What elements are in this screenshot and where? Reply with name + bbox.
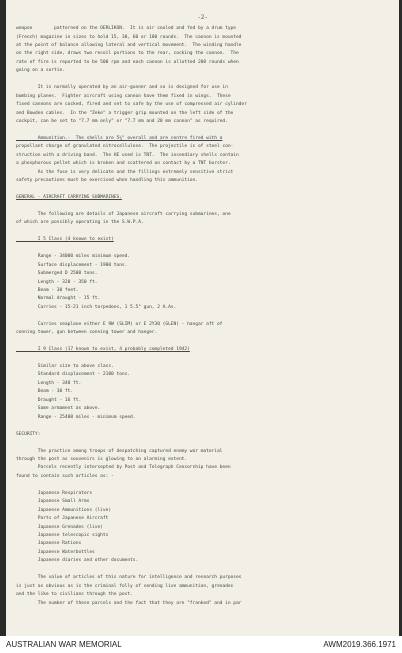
text-line: I 5 Class (4 known to exist) bbox=[16, 237, 114, 243]
text-line: of which are possibly operating in the S.W.P.A. bbox=[16, 220, 144, 226]
text-line: Japanese Small Arms bbox=[16, 499, 90, 505]
text-line: Draught - 16 ft. bbox=[16, 397, 82, 403]
footer-reference: AWM2019.366.1971 bbox=[323, 640, 396, 649]
text-line: Japanese Ammunitions (live) bbox=[16, 507, 112, 513]
text-line: The following are details of Japanese aircraft carrying submarines, one bbox=[16, 211, 231, 217]
text-line: and the like to civilians through the post. bbox=[16, 592, 133, 598]
text-line: Similar size to above class. bbox=[16, 364, 114, 369]
text-line: safety precautions must be exercised when handling this ammunition. bbox=[16, 178, 198, 184]
text-line: bombing planes. Fighter aircraft using cannon have them fixed in wings. These bbox=[16, 93, 231, 99]
text-line: on the right side, draws two recoil portions to the rear, cocking the cannon. The bbox=[16, 51, 239, 57]
text-line: a phosphorous pellet which is broken and scattered on contact by a TNT burster. bbox=[16, 161, 231, 167]
page-number: -2- bbox=[197, 14, 208, 21]
text-line: Carries seaplane either E 9W (SLIM) or E 2Y30 (GLEN) - hangar aft of bbox=[16, 321, 223, 327]
text-line: Japanese diaries and other documents. bbox=[16, 558, 139, 564]
text-line: It is normally operated by an air-gunner and so is designed for use in bbox=[16, 85, 228, 91]
text-line: As the fuse is very delicate and the fillings extremely sensitive strict bbox=[16, 169, 234, 175]
text-line: rate of fire is reported to be 500 rpm and each cannon is allotted 200 rounds when bbox=[16, 59, 239, 65]
footer-institution: AUSTRALIAN WAR MEMORIAL bbox=[6, 640, 122, 649]
text-line: Same armament as above. bbox=[16, 406, 101, 412]
text-line: Range - 25400 miles - minimum speed. bbox=[16, 414, 136, 420]
text-line: (French) magazine in sizes to hold 15, 30, 60 or 100 rounds. The cannon is mounted bbox=[16, 34, 242, 40]
text-line: Japanese Waterbottles bbox=[16, 549, 95, 555]
text-line: Japanese Rations bbox=[16, 541, 82, 547]
text-line: found to contain such articles as: - bbox=[16, 473, 114, 479]
text-line: I 9 Class (17 known to exist, 4 probably completed 1942) bbox=[16, 347, 190, 353]
text-line: is just as obvious as is the criminal folly of sending live ammunition, grenades bbox=[16, 583, 234, 589]
text-line: weapon patterned on the OERLIKON. It is air cooled and fed by a drum type bbox=[16, 26, 236, 31]
text-line: Submerged D 2500 tons. bbox=[16, 271, 98, 276]
text-line: Parts of Japanese Aircraft bbox=[16, 516, 109, 522]
text-line: Japanese Grenades (live) bbox=[16, 524, 103, 530]
text-line: at the point of balance allowing lateral and vertical movement. The winding handle bbox=[16, 42, 242, 48]
text-line: Beam - 30 ft. bbox=[16, 389, 74, 395]
text-line: The value of articles of this nature for intelligence and research purposes bbox=[16, 575, 242, 581]
text-line: The number of these parcels and the fact that they are "franked" and in par bbox=[16, 600, 242, 606]
text-line: GENERAL - AIRCRAFT CARRYING SUBMARINES. bbox=[16, 195, 122, 200]
text-line: Ammunition.- The shells are 5¼" overall and are centre fired with a bbox=[16, 135, 223, 141]
text-line: cockpit, can be set to "7.7 mm only" or "7.7 mm and 20 mm cannon" as required. bbox=[16, 118, 228, 124]
text-line: Carries - 15-21 inch torpedoes, 1 5.5" gun, 2 A.As. bbox=[16, 304, 177, 310]
text-line: Standard displacement - 2100 tons. bbox=[16, 372, 131, 378]
text-line: struction with a driving band. The HE used is TNT. The incendiary shells contain bbox=[16, 152, 239, 158]
text-line: Range - 34000 miles minimum speed. bbox=[16, 254, 131, 260]
text-line: through the post as souvenirs is glowing to an alarming extent. bbox=[16, 456, 188, 462]
text-line: Length - 320 - 350 ft. bbox=[16, 279, 98, 285]
text-line: Normal draught - 15 ft. bbox=[16, 296, 101, 302]
text-line: Surface displacement - 1900 tons. bbox=[16, 262, 128, 268]
text-line: Japanese telescopic sights bbox=[16, 533, 109, 538]
document-page bbox=[6, 0, 399, 636]
text-line: Japanese Respirators bbox=[16, 490, 93, 496]
text-line: Beam - 30 feet. bbox=[16, 287, 79, 293]
text-line: The practice among troops of despatching captured enemy war material bbox=[16, 448, 223, 454]
text-line: fixed cannons are cocked, fired and set to safe by the use of compressed air cylinder bbox=[16, 102, 247, 107]
text-line: SECURITY: bbox=[16, 431, 41, 437]
text-line: Parcels recently intercepted by Post and Telegraph Censorship have been bbox=[16, 465, 231, 471]
text-line: propellant charge of granulated nitrocellulose. The projectile is of steel con- bbox=[16, 144, 234, 150]
archive-footer bbox=[0, 636, 402, 653]
text-line: Length - 348 ft. bbox=[16, 380, 82, 386]
text-line: going on a sortie. bbox=[16, 68, 65, 74]
text-line: conning tower, gun between conning tower and hanger. bbox=[16, 330, 158, 336]
text-line: and Bowden cables. In the "Zeke" a trigger grip mounted on the left side of the bbox=[16, 110, 234, 116]
